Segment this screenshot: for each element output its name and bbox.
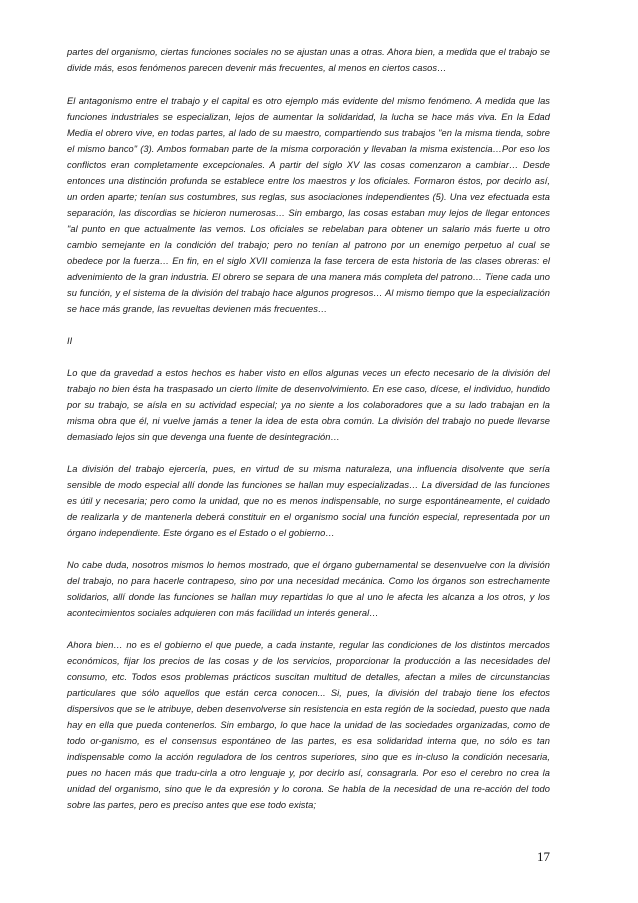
paragraph-2: El antagonismo entre el trabajo y el capital es otro ejemplo más evidente del mismo fenómeno. A medida que las funciones industriales se especializan, lejos de aumentar la solidaridad, la lucha se hace más viva. En la Edad Media el obrero vive, en todas partes, al lado de su maestro, compartiendo sus trabajos "en la misma tienda, sobre el mismo banco" (3). Ambos formaban parte de la misma corporación y llevaban la misma existencia…Por eso los conflictos eran completamente excepcionales. A partir del siglo XV las cosas comenzaron a cambiar… Desde entonces una distinción profunda se establece entre los maestros y los oficiales. Formaron éstos, por decirlo así, un orden aparte; tenían sus costumbres, sus reglas, sus asociaciones independientes (5). Una vez efectuada esta separación, las discordias se hicieron numerosas… Sin embargo, las cosas estaban muy lejos de llegar entonces "al punto en que actualmente las vemos. Los oficiales se rebelaban para obtener un salario más fuerte u otro cambio semejante en la condición del trabajo; pero no tenían al patrono por un enemigo perpetuo al cual se obedece por la fuerza… En fin, en el siglo XVII comienza la fase tercera de esta historia de las clases obreras: el advenimiento de la gran industria. El obrero se separa de una manera más completa del patrono… Tiene cada uno su función, y el sistema de la división del trabajo hace algunos progresos… Al mismo tiempo que la especialización se hace más grande, las revueltas devienen más frecuentes… <box>67 96 550 314</box>
paragraph-6: Ahora bien… no es el gobierno el que puede, a cada instante, regular las condiciones de los distintos mercados económicos, fijar los precios de las cosas y de los servicios, proporcionar la producción a las necesidades del consumo, etc. Todos esos problemas prácticos suscitan multitud de detalles, afectan a miles de circunstancias particulares que sólo aquellos que están cerca conocen... Si, pues, la división del trabajo tiene los efectos dispersivos que se le atribuye, deben desenvolverse sin resistencia en esta región de la sociedad, puesto que nada hay en ella que pueda contenerlos. Sin embargo, lo que hace la unidad de las sociedades organizadas, como de todo or-ganismo, es el consensus espontáneo de las partes, es esa solidaridad interna que, no sólo es tan indispensable como la acción reguladora de los centros superiores, sino que es in-cluso la condición necesaria, pues no hacen más que tradu-cirla a otro lenguaje y, por decirlo así, consagrarla. Por eso el cerebro no crea la unidad del organismo, sino que le da expresión y lo corona. Se habla de la necesidad de una re-acción del todo sobre las partes, pero es preciso antes que ese todo exista; <box>67 640 550 810</box>
section-heading: II <box>67 336 73 346</box>
paragraph-4: La división del trabajo ejercería, pues, en virtud de su misma naturaleza, una influencia disolvente que sería sensible de modo especial allí donde las funciones se hallan muy especializadas… La diversidad de las funciones es útil y necesaria; pero como la unidad, que no es menos indispensable, no surge espontáneamente, el cuidado de realizarla y de mantenerla deberá constituir en el organismo social una función especial, representada por un órgano independiente. Este órgano es el Estado o el gobierno… <box>67 464 550 538</box>
page-number: 17 <box>537 849 550 864</box>
paragraph-3: Lo que da gravedad a estos hechos es haber visto en ellos algunas veces un efecto necesario de la división del trabajo no bien ésta ha traspasado un cierto límite de desenvolvimiento. En ese caso, dícese, el individuo, hundido por su trabajo, se aísla en su actividad especial; ya no siente a los colaboradores que a su lado trabajan en la misma obra que él, ni vuelve jamás a tener la idea de esta obra común. La división del trabajo no puede llevarse demasiado lejos sin que devenga una fuente de desintegración… <box>67 368 550 442</box>
paragraph-5: No cabe duda, nosotros mismos lo hemos mostrado, que el órgano gubernamental se desenvuelve con la división del trabajo, no para hacerle contrapeso, sino por una necesidad mecánica. Como los órganos son estrechamente solidarios, allí donde las funciones se hallan muy repartidas lo que al uno le afecta les alcanza a los otros, y los acontecimientos sociales adquieren con más facilidad un interés general… <box>67 560 550 618</box>
paragraph-1: partes del organismo, ciertas funciones sociales no se ajustan unas a otras. Ahora bien, a medida que el trabajo se divide más, esos fenómenos parecen devenir más frecuentes, al menos en ciertos casos… <box>67 47 550 73</box>
